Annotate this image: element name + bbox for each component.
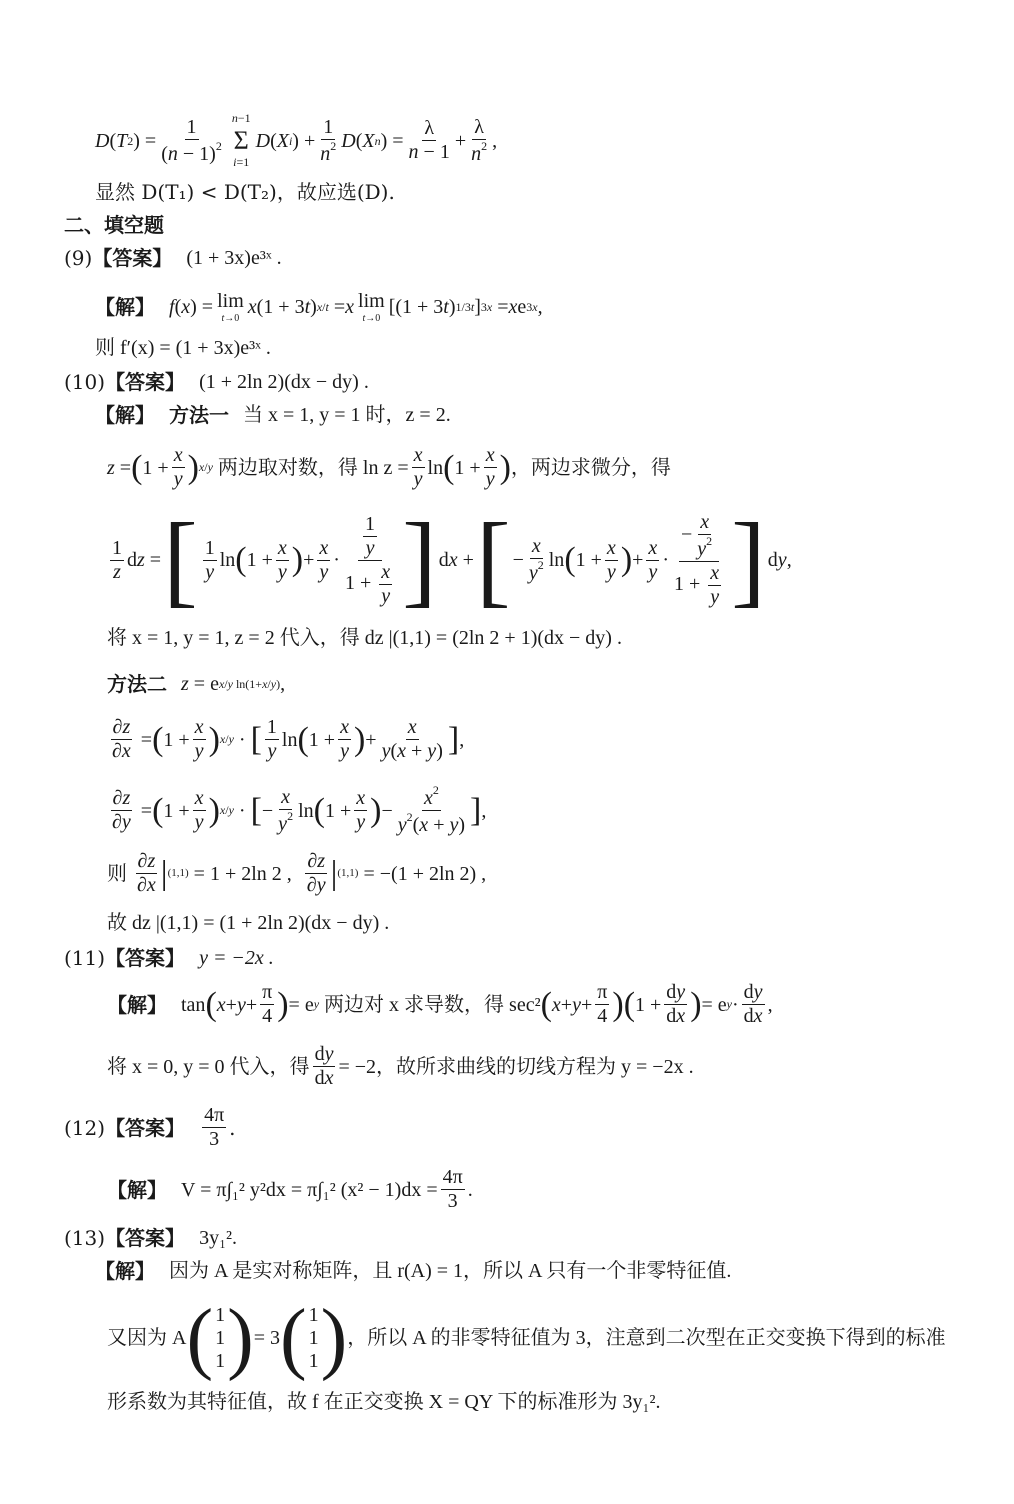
q13-answer-line [64,1226,237,1250]
q10-method1-line [95,403,451,427]
q10-evaluate: 则 $\frac{\partial z}{\partial x}$ | (1,1) = 1 + 2ln 2 , $\frac{\partial z}{\partial y}$ | (1,1) = −(1 + 2ln 2) , [107,850,487,896]
q9-number: (9) [64,246,93,270]
q10-partial-y: $\frac{\partial z}{\partial y}$ = ( 1 + $\frac{x}{y}$ ) x/y · [ − $\frac{x}{y^2}$ ln ( 1 + $\frac{x}{y}$ ) − $\frac{x^2}{y^2(x + y)}$ ] , [112,783,487,836]
solution-label: 【解】 [95,295,155,320]
q9-then: 则 f′(x) = (1 + 3x)e³ˣ . [95,337,271,359]
solution-label: 【解】 [95,1259,155,1283]
q11-result: = −2，故所求曲线的切线方程为 y = −2x . [338,1055,694,1078]
q11-substitute: 将 x = 0, y = 0 代入，得 $\frac{dy}{dx}$ = −2，故所求曲线的切线方程为 y = −2x . [107,1043,694,1089]
q10-method2-line: 方法二 z = e x/y ln(1+x/y) , [107,672,286,696]
answer-label: 【答案】 [105,1226,186,1250]
answer-label: 【答案】 [92,246,173,270]
q11-answer: y = −2x . [199,947,274,969]
q10-differential: $\frac{1}{z}$ d z = [ $\frac{1}{y}$ ln ( 1 + $\frac{x}{y}$ ) + $\frac{x}{y}$ · $\frac{1}{y}$ 1 + $\frac{x}{y}$ ] d x + [ − $\frac{x}{y^2}$ ln ( 1 + $\frac{x}{y}$ ) + $\frac{x}{y}$ · − $\frac{x}{y^2}$ 1 + $\frac{x}{y}$ ] d y , [112,502,792,617]
q10-log-text: 两边取对数，得 ln z = [217,456,409,479]
q9-answer-line [64,246,282,270]
q13-also: 又因为 A [107,1327,187,1349]
q13-sol: 因为 A 是实对称矩阵，且 r(A) = 1，所以 A 只有一个非零特征值. [169,1260,732,1282]
q12-answer: $\frac{4\pi}{3}$ [204,1104,225,1150]
q10-log-line: z = ( 1 + $\frac{x}{y}$ ) x/y 两边取对数，得 ln z = $\frac{x}{y}$ ln ( 1 + $\frac{x}{y}$ ) ，两边求微分，得 [107,444,671,490]
method-one-label: 方法一 [169,403,229,427]
solution-label: 【解】 [95,403,155,427]
q12-number: (12) [64,1115,106,1140]
q10-number: (10) [64,370,106,394]
q12-answer-line: (12) 【答案】 $\frac{4\pi}{3}$ . [64,1104,236,1150]
solution-label: 【解】 [107,992,167,1017]
q11-answer-line [64,946,274,970]
q13-solution [95,1259,731,1283]
q13-number: (13) [64,1226,106,1250]
q10-substitute: 将 x = 1, y = 1, z = 2 代入，得 dz |(1,1) = (2ln 2 + 1)(dx − dy) . [107,627,622,649]
q10-answer: (1 + 2ln 2)(dx − dy) . [199,371,369,393]
answer-label: 【答案】 [105,370,186,394]
q10-answer-line [64,370,369,394]
q12-solution: 【解】 V = π∫₁² y²dx = π∫₁² (x² − 1)dx = $\frac{4\pi}{3}$ . [107,1166,473,1212]
q10-partial-x: $\frac{\partial z}{\partial x}$ = ( 1 + $\frac{x}{y}$ ) x/y · [ $\frac{1}{y}$ ln ( 1 + $\frac{x}{y}$ ) + $\frac{x}{y(x + y)}$ ] , [112,716,465,762]
q10-m1-text: 当 x = 1, y = 1 时，z = 2. [243,404,451,426]
answer-label: 【答案】 [105,1115,186,1140]
method-two-label: 方法二 [107,672,167,696]
q13-last: 形系数为其特征值，故 f 在正交变换 X = QY 下的标准形为 3y₁². [107,1391,661,1413]
q13-answer: 3y₁². [199,1227,238,1249]
formula-d-t2: D ( T 2 ) = $\frac{1}{(n - 1)^2}$ n−1 Σ i=1 D ( X i ) + $\frac{1}{n^2}$ D ( X n ) = $\frac{\lambda}{n - 1}$ + $\frac{\lambda}{n^2}$ , [95,111,498,169]
q9-answer: (1 + 3x)e³ˣ . [186,247,282,269]
q10-diff-text: ，两边求微分，得 [510,456,671,479]
section-title: 二、填空题 [64,213,164,237]
q13-tail: ，所以 A 的非零特征值为 3，注意到二次型在正交变换下得到的标准 [347,1327,946,1349]
conclusion-8: 显然 D(T₁) < D(T₂)，故应选(D). [95,180,395,204]
q10-then: 则 [107,862,127,885]
q13-mid: = 3 [253,1327,281,1349]
q11-diff-text: 两边对 x 求导数，得 sec² [324,993,541,1016]
q11-solution: 【解】 tan ( x + y + $\frac{\pi}{4}$ ) = e y 两边对 x 求导数，得 sec² ( x + y + $\frac{\pi}{4}$ ) ( 1 + $\frac{dy}{dx}$ ) = e y · $\frac{dy}{dx}$ , [107,981,773,1027]
answer-label: 【答案】 [105,946,186,970]
q13-eigen: 又因为 A ( 1 1 1 ) = 3 ( 1 1 1 ) ，所以 A 的非零特征值为 3，注意到二次型在正交变换下得到的标准 [107,1294,946,1382]
q11-number: (11) [64,946,106,970]
q11-sub-text: 将 x = 0, y = 0 代入，得 [107,1055,310,1078]
q10-final: 故 dz |(1,1) = (1 + 2ln 2)(dx − dy) . [107,912,390,934]
q9-solution: 【解】 f ( x ) = lim t→0 x (1 + 3 t ) x/t = x lim t→0 [(1 + 3 t ) 1/3t ] 3x = x e 3x , [95,290,543,324]
solution-label: 【解】 [107,1177,167,1202]
q12-sol: V = π∫₁² y²dx = π∫₁² (x² − 1)dx = [181,1178,438,1201]
